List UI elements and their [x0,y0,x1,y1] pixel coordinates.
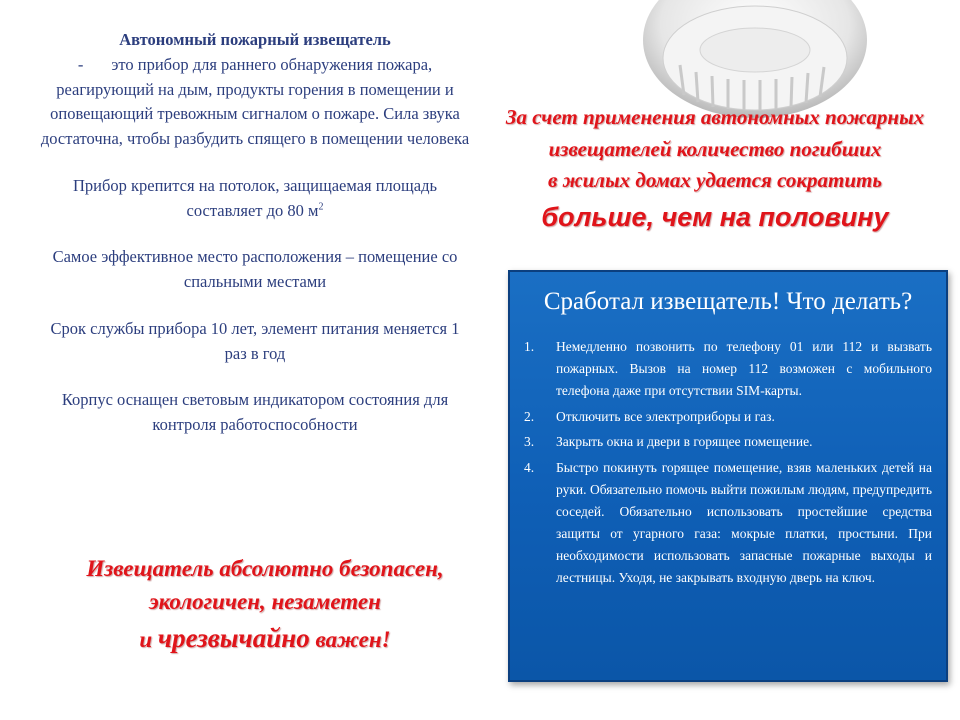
slogan-line-1: Извещатель абсолютно безопасен, [86,556,444,581]
headline-line-3: в жилых домах удается сократить [548,168,882,192]
instruction-text: Отключить все электроприборы и газ. [556,408,775,424]
instruction-number: 1. [524,339,535,354]
instruction-text: Закрыть окна и двери в горящее помещение. [556,434,813,450]
slogan-line-3 [30,619,500,658]
dash-marker: - [77,54,84,74]
mount-superscript: 2 [318,201,324,212]
instructions-list [524,336,932,588]
intro-paragraph [40,28,470,152]
indicator-paragraph: Корпус оснащен световым индикатором состояния для контроля работоспособности [61,390,449,434]
instruction-number: 4. [524,460,535,476]
slogan-line-3-post: важен! [315,626,391,652]
detector-description [40,28,470,460]
slogan-line-3-pre: и [139,626,153,652]
instruction-item [524,336,932,402]
detector-title: Автономный пожарный извещатель [119,30,391,49]
instructions-box [508,270,948,682]
instruction-item [524,457,932,588]
instruction-item [524,406,932,428]
headline-line-2: извещателей количество погибших [548,136,882,161]
instruction-text: Быстро покинуть горящее помещение, взяв маленьких детей на руки. Обязательно помочь выйти пожилым людям, предупредить соседей. Обязательно использовать простейшие средства защиты от угарного газа: мокрые платки, простыни. При необходимости использовать запасные пожарные выходы и лестницы. Уходя, не закрывать входную дверь на ключ. [556,460,932,585]
safety-slogan [30,552,500,658]
instruction-number: 3. [524,434,535,450]
mount-paragraph [40,174,470,224]
statistics-headline [480,102,950,237]
instructions-title: Сработал извещатель! Что делать? [543,288,913,315]
instruction-item [524,431,932,453]
slogan-line-3-big: чрезвычайно [157,622,310,653]
mount-text: Прибор крепится на потолок, защищаемая площадь составляет до 80 м [73,175,437,220]
slogan-line-2: экологичен, незаметен [149,589,381,615]
lifetime-paragraph: Срок службы прибора 10 лет, элемент питания меняется 1 раз в год [50,318,460,363]
headline-line-1: За счет применения автономных пожарных [505,105,925,129]
intro-text: это прибор для раннего обнаружения пожара, реагирующий на дым, продукты горения в помещении и оповещающий тревожным сигналом о пожаре. Сила звука достаточна, чтобы разбудить спящего в помещении человека [40,54,470,148]
location-paragraph: Самое эффективное место расположения – помещение со спальными местами [52,247,458,291]
headline-emphasis: больше, чем на половину [541,201,889,232]
instruction-number: 2. [524,408,535,424]
instruction-text: Немедленно позвонить по телефону 01 или 112 и вызвать пожарных. Вызов на номер 112 возможен с мобильного телефона даже при отсутствии SIM-карты. [556,339,932,398]
